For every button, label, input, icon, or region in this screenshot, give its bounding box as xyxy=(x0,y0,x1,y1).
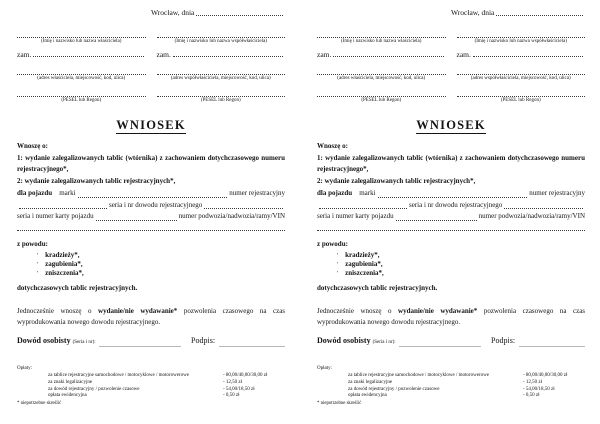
footnote: * niepotrzebne skreślić xyxy=(317,401,362,406)
coowner-column xyxy=(457,31,586,103)
fee-label: za znaki legalizacyjne xyxy=(348,379,393,385)
reason-item-loss xyxy=(37,260,285,269)
fee-amount: - 12,50 zł xyxy=(523,379,543,385)
reason-item-label: zagubienia*, xyxy=(45,259,83,268)
form-title: WNIOSEK xyxy=(416,118,486,132)
owner-address-label: (adres właściciela, miejscowość, kod, ulica) xyxy=(37,76,126,81)
title-row xyxy=(317,116,585,134)
permit-text-bold: wydanie/nie wydawanie* xyxy=(98,307,178,316)
reason-footer: dotychczasowych tablic rejestracyjnych. xyxy=(17,283,138,292)
reason-heading: z powodu: xyxy=(317,239,348,248)
date-city-label: Wrocław, dnia xyxy=(451,8,495,17)
reason-list xyxy=(337,251,585,278)
request-item-2: 2: wydanie zalegalizowanych tablic rejestracyjnych*, xyxy=(17,177,176,186)
fee-row-record xyxy=(348,393,585,400)
registration-number-field xyxy=(319,207,407,209)
tick-marker: ' xyxy=(337,270,339,277)
reason-item-destruction xyxy=(37,269,285,278)
tick-marker: ' xyxy=(337,252,339,259)
owner-address-field xyxy=(17,68,146,75)
parties-header xyxy=(317,31,585,103)
id-card-label: Dowód osobisty xyxy=(317,336,371,346)
fee-row-registration-doc xyxy=(48,387,285,394)
registration-number-label: numer rejestracyjny xyxy=(229,188,285,197)
vehicle-make-row xyxy=(17,188,285,200)
request-item-1: 1: wydanie zalegalizowanych tablic (wtórnika) z zachowaniem dotychczasowego numeru rejestracyjnego*, xyxy=(17,153,285,174)
reason-item-label: zniszczenia*, xyxy=(45,268,84,277)
owner-column xyxy=(317,31,446,103)
coowner-id-label: (PESEL lub Regon) xyxy=(500,98,541,103)
reason-item-loss xyxy=(337,260,585,269)
id-card-label: Dowód osobisty xyxy=(17,336,71,346)
date-line xyxy=(451,8,585,18)
signature-row xyxy=(317,336,585,345)
owner-id-field xyxy=(17,90,146,97)
permit-text-bold: wydanie/nie wydawanie* xyxy=(398,307,478,316)
owner-name-field xyxy=(317,31,446,38)
permit-text-start: Jednocześnie wnoszę o xyxy=(317,307,392,316)
owner-residence-field xyxy=(33,55,143,57)
id-card-series-label: (Seria i nr): xyxy=(372,340,396,346)
fee-amount: - 80,00/40,00/30,00 zł xyxy=(523,373,568,379)
for-vehicle-label: dla pojazdu xyxy=(17,188,53,197)
owner-residence-field xyxy=(333,55,443,57)
reason-item-label: kradzieży*, xyxy=(45,250,80,259)
coowner-residence-field xyxy=(173,55,283,57)
fee-amount: - 80,00/40,00/30,00 zł xyxy=(223,373,268,379)
reason-list xyxy=(37,251,285,278)
coowner-address-field xyxy=(157,68,286,75)
fees-heading: Opłaty: xyxy=(317,366,332,372)
coowner-name-field xyxy=(457,31,586,38)
id-card-field xyxy=(399,345,481,347)
registration-doc-label: seria i nr dowodu rejestracyjnego xyxy=(409,200,503,209)
signature-field xyxy=(219,345,285,347)
date-fill-field xyxy=(196,14,283,16)
fees-section xyxy=(17,366,285,399)
fee-amount: - 54,00/18,50 zł xyxy=(523,386,555,392)
vehicle-card-field xyxy=(396,219,477,221)
fee-row-record xyxy=(48,393,285,400)
fee-label: za tablice rejestracyjne samochodowe / motocyklowe / motorowerowe xyxy=(48,373,189,379)
coowner-column xyxy=(157,31,286,103)
form-title: WNIOSEK xyxy=(116,118,186,132)
coowner-residence-row xyxy=(157,50,286,59)
registration-number-field xyxy=(19,207,107,209)
footnote: * niepotrzebne skreślić xyxy=(17,401,62,406)
fee-amount: - 12,50 zł xyxy=(223,379,243,385)
signature-label: Podpis: xyxy=(491,336,516,346)
owner-residence-row xyxy=(17,50,146,59)
owner-column xyxy=(17,31,146,103)
fee-label: za znaki legalizacyjne xyxy=(48,379,93,385)
owner-address-field xyxy=(317,68,446,75)
owner-id-label: (PESEL lub Regon) xyxy=(61,98,102,103)
make-field xyxy=(378,196,528,198)
vehicle-make-row xyxy=(317,188,585,200)
owner-residence-label: zam. xyxy=(317,50,332,59)
fee-row-registration-doc xyxy=(348,387,585,394)
fee-label: za dowód rejestracyjny / pozwolenie czasowe xyxy=(48,386,140,392)
registration-doc-field xyxy=(204,207,283,209)
make-label: marki xyxy=(59,188,76,197)
make-label: marki xyxy=(359,188,376,197)
coowner-name-label: (Imię i nazwisko lub nazwa współwłaściciela) xyxy=(474,39,567,44)
fee-label: opłata ewidencyjna xyxy=(348,393,387,399)
reason-item-label: kradzieży*, xyxy=(345,250,380,259)
signature-field xyxy=(519,345,585,347)
registration-doc-label: seria i nr dowodu rejestracyjnego xyxy=(109,200,203,209)
coowner-residence-label: zam. xyxy=(156,50,171,59)
tick-marker: ' xyxy=(337,261,339,268)
tick-marker: ' xyxy=(37,270,39,277)
coowner-id-field xyxy=(157,90,286,97)
coowner-name-label: (Imię i nazwisko lub nazwa współwłaściciela) xyxy=(174,39,267,44)
reason-item-label: zniszczenia*, xyxy=(345,268,384,277)
owner-id-label: (PESEL lub Regon) xyxy=(361,98,402,103)
reason-item-theft xyxy=(337,251,585,260)
request-intro: Wnoszę o: xyxy=(317,142,348,150)
for-vehicle-label: dla pojazdu xyxy=(317,188,353,197)
tick-marker: ' xyxy=(37,261,39,268)
temporary-permit-paragraph xyxy=(17,306,285,327)
vin-label: numer podwozia/nadwozia/ramy/VIN xyxy=(478,212,585,221)
owner-name-label: (Imię i nazwisko lub nazwa właściciela) xyxy=(341,39,422,44)
parties-header xyxy=(17,31,285,103)
date-fill-field xyxy=(496,14,583,16)
fee-label: za dowód rejestracyjny / pozwolenie czasowe xyxy=(348,386,440,392)
registration-doc-row xyxy=(317,200,585,212)
owner-residence-label: zam. xyxy=(17,50,32,59)
owner-name-label: (Imię i nazwisko lub nazwa właściciela) xyxy=(41,39,122,44)
owner-address-label: (adres właściciela, miejscowość, kod, ulica) xyxy=(337,76,426,81)
coowner-address-field xyxy=(457,68,586,75)
request-item-2: 2: wydanie zalegalizowanych tablic rejestracyjnych*, xyxy=(317,177,476,186)
fee-table xyxy=(48,373,285,399)
coowner-id-field xyxy=(457,90,586,97)
owner-name-field xyxy=(17,31,146,38)
vehicle-card-row xyxy=(317,211,585,223)
owner-id-field xyxy=(317,90,446,97)
vin-field xyxy=(317,230,585,231)
title-row xyxy=(17,116,285,134)
fees-section xyxy=(317,366,585,399)
fee-row-plates xyxy=(348,373,585,380)
vehicle-card-field xyxy=(96,219,177,221)
coowner-id-label: (PESEL lub Regon) xyxy=(200,98,241,103)
signature-label: Podpis: xyxy=(191,336,216,346)
coowner-address-label: (adres współwłaściciela, miejscowość, kod, ulica) xyxy=(470,76,571,81)
registration-doc-row xyxy=(17,200,285,212)
fee-amount: - 54,00/18,50 zł xyxy=(223,386,255,392)
request-intro: Wnoszę o: xyxy=(17,142,48,150)
coowner-residence-row xyxy=(457,50,586,59)
reason-heading: z powodu: xyxy=(17,239,48,248)
coowner-name-field xyxy=(157,31,286,38)
fee-row-legalization xyxy=(48,380,285,387)
fee-label: za tablice rejestracyjne samochodowe / motocyklowe / motorowerowe xyxy=(348,373,489,379)
vehicle-card-label: seria i numer karty pojazdu xyxy=(317,212,394,221)
permit-text-start: Jednocześnie wnoszę o xyxy=(17,307,92,316)
reason-item-destruction xyxy=(337,269,585,278)
coowner-address-label: (adres współwłaściciela, miejscowość, kod, ulica) xyxy=(170,76,271,81)
application-form-copy-2 xyxy=(300,0,600,424)
registration-number-label: numer rejestracyjny xyxy=(529,188,585,197)
fee-label: opłata ewidencyjna xyxy=(48,393,87,399)
vin-field xyxy=(17,230,285,231)
reason-item-label: zagubienia*, xyxy=(345,259,383,268)
vehicle-card-label: seria i numer karty pojazdu xyxy=(17,212,94,221)
fee-row-plates xyxy=(48,373,285,380)
fee-table xyxy=(348,373,585,399)
reason-footer: dotychczasowych tablic rejestracyjnych. xyxy=(317,283,438,292)
make-field xyxy=(78,196,228,198)
fee-amount: - 0,50 zł xyxy=(223,393,240,399)
vin-label: numer podwozia/nadwozia/ramy/VIN xyxy=(178,212,285,221)
id-card-series-label: (Seria i nr): xyxy=(72,340,96,346)
vehicle-card-row xyxy=(17,211,285,223)
tick-marker: ' xyxy=(37,252,39,259)
date-city-label: Wrocław, dnia xyxy=(151,8,195,17)
signature-row xyxy=(17,336,285,345)
registration-doc-field xyxy=(504,207,583,209)
temporary-permit-paragraph xyxy=(317,306,585,327)
permit-text-end: pozwolenia czasowego na czas wyprodukowania nowego dowodu rejestracyjnego. xyxy=(17,307,286,326)
fee-row-legalization xyxy=(348,380,585,387)
reason-item-theft xyxy=(37,251,285,260)
coowner-residence-field xyxy=(473,55,583,57)
owner-residence-row xyxy=(317,50,446,59)
date-line xyxy=(151,8,285,18)
fee-amount: - 0,50 zł xyxy=(523,393,540,399)
coowner-residence-label: zam. xyxy=(456,50,471,59)
permit-text-end: pozwolenia czasowego na czas wyprodukowania nowego dowodu rejestracyjnego. xyxy=(317,307,586,326)
id-card-field xyxy=(99,345,181,347)
fees-heading: Opłaty: xyxy=(17,366,32,372)
request-item-1: 1: wydanie zalegalizowanych tablic (wtórnika) z zachowaniem dotychczasowego numeru rejestracyjnego*, xyxy=(317,153,585,174)
